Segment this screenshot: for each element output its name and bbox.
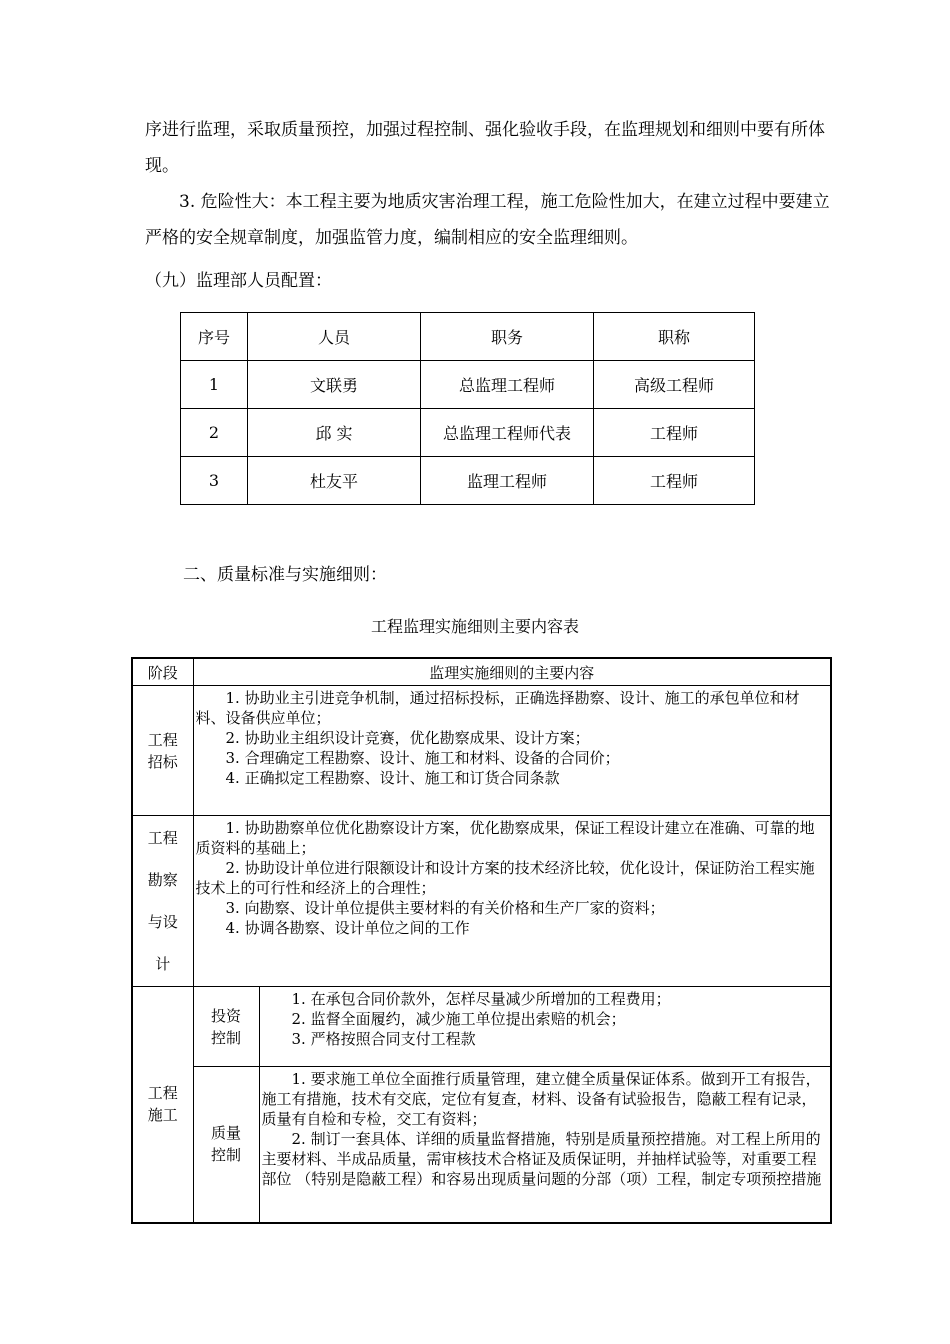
staff-header-cell: 序号 (181, 313, 248, 361)
staff-cell: 总监理工程师 (421, 361, 594, 409)
investment-label: 投资 控制 (193, 987, 259, 1067)
staff-header-row (181, 313, 755, 361)
staff-cell: 3 (181, 457, 248, 505)
list-item: 3. 合理确定工程勘察、设计、施工和材料、设备的合同价； (225, 749, 620, 767)
detail-table (131, 657, 832, 1224)
staff-table (180, 312, 755, 505)
header-content: 监理实施细则的主要内容 (193, 658, 831, 686)
staff-row (181, 409, 755, 457)
paragraph-continuation: 序进行监理，采取质量预控，加强过程控制、强化验收手段，在监理规划和细则中要有所体现。 (145, 120, 825, 176)
section9-title: （九）监理部人员配置： (145, 271, 332, 291)
staff-cell: 工程师 (594, 457, 755, 505)
survey-content (193, 816, 831, 987)
list-item: 3. 严格按照合同支付工程款 (291, 1030, 476, 1048)
list-item: 2. 协助业主组织设计竞赛，优化勘察成果、设计方案； (225, 729, 590, 747)
quality-label: 质量 控制 (193, 1067, 259, 1223)
staff-header-cell: 人员 (248, 313, 421, 361)
detail-table-caption: 工程监理实施细则主要内容表 (370, 617, 579, 636)
construction-stage: 工程 施工 (132, 987, 193, 1223)
staff-cell: 高级工程师 (594, 361, 755, 409)
staff-cell: 邱 实 (248, 409, 421, 457)
paragraph-risk: 3. 危险性大：本工程主要为地质灾害治理工程，施工危险性加大，在建立过程中要建立严格的安全规章制度，加强监管力度，编制相应的安全监理细则。 (145, 192, 830, 248)
list-item: 1. 协助业主引进竞争机制，通过招标投标，正确选择勘察、设计、施工的承包单位和材料、设备供应单位； (195, 689, 800, 727)
bidding-row (132, 686, 831, 816)
section2-title: 二、质量标准与实施细则： (183, 565, 387, 585)
staff-cell: 2 (181, 409, 248, 457)
list-item: 2. 协助设计单位进行限额设计和设计方案的技术经济比较，优化设计，保证防治工程实施技术上的可行性和经济上的合理性； (195, 859, 815, 897)
staff-header-cell: 职称 (594, 313, 755, 361)
list-item: 4. 正确拟定工程勘察、设计、施工和订货合同条款 (225, 769, 560, 787)
survey-row (132, 816, 831, 987)
survey-stage: 工程 勘察 与设 计 (132, 816, 193, 987)
staff-cell: 总监理工程师代表 (421, 409, 594, 457)
quality-content (259, 1067, 831, 1223)
bidding-content (193, 686, 831, 816)
staff-row (181, 457, 755, 505)
staff-cell: 1 (181, 361, 248, 409)
bidding-stage: 工程 招标 (132, 686, 193, 816)
staff-row (181, 361, 755, 409)
staff-header-cell: 职务 (421, 313, 594, 361)
list-item: 2. 制订一套具体、详细的质量监督措施，特别是质量预控措施。对工程上所用的主要材料、半成品质量，需审核技术合格证及质保证明，并抽样试验等，对重要工程部位 （特别是隐蔽工程）和容易出现质量问题的分部（项）工程，制定专项预控措施 (261, 1130, 822, 1188)
detail-header-row (132, 658, 831, 686)
header-stage: 阶段 (132, 658, 193, 686)
staff-cell: 工程师 (594, 409, 755, 457)
list-item: 4. 协调各勘察、设计单位之间的工作 (225, 919, 470, 937)
list-item: 1. 要求施工单位全面推行质量管理，建立健全质量保证体系。做到开工有报告，施工有措施，技术有交底，定位有复查，材料、设备有试验报告，隐蔽工程有记录，质量有自检和专检，交工有资料； (261, 1070, 821, 1128)
list-item: 1. 协助勘察单位优化勘察设计方案，优化勘察成果，保证工程设计建立在准确、可靠的地质资料的基础上； (195, 819, 815, 857)
list-item: 3. 向勘察、设计单位提供主要材料的有关价格和生产厂家的资料； (225, 899, 665, 917)
investment-row (132, 987, 831, 1067)
staff-cell: 文联勇 (248, 361, 421, 409)
investment-content (259, 987, 831, 1067)
staff-cell: 监理工程师 (421, 457, 594, 505)
list-item: 2. 监督全面履约，减少施工单位提出索赔的机会； (291, 1010, 626, 1028)
list-item: 1. 在承包合同价款外，怎样尽量减少所增加的工程费用； (291, 990, 671, 1008)
quality-row (132, 1067, 831, 1223)
staff-cell: 杜友平 (248, 457, 421, 505)
